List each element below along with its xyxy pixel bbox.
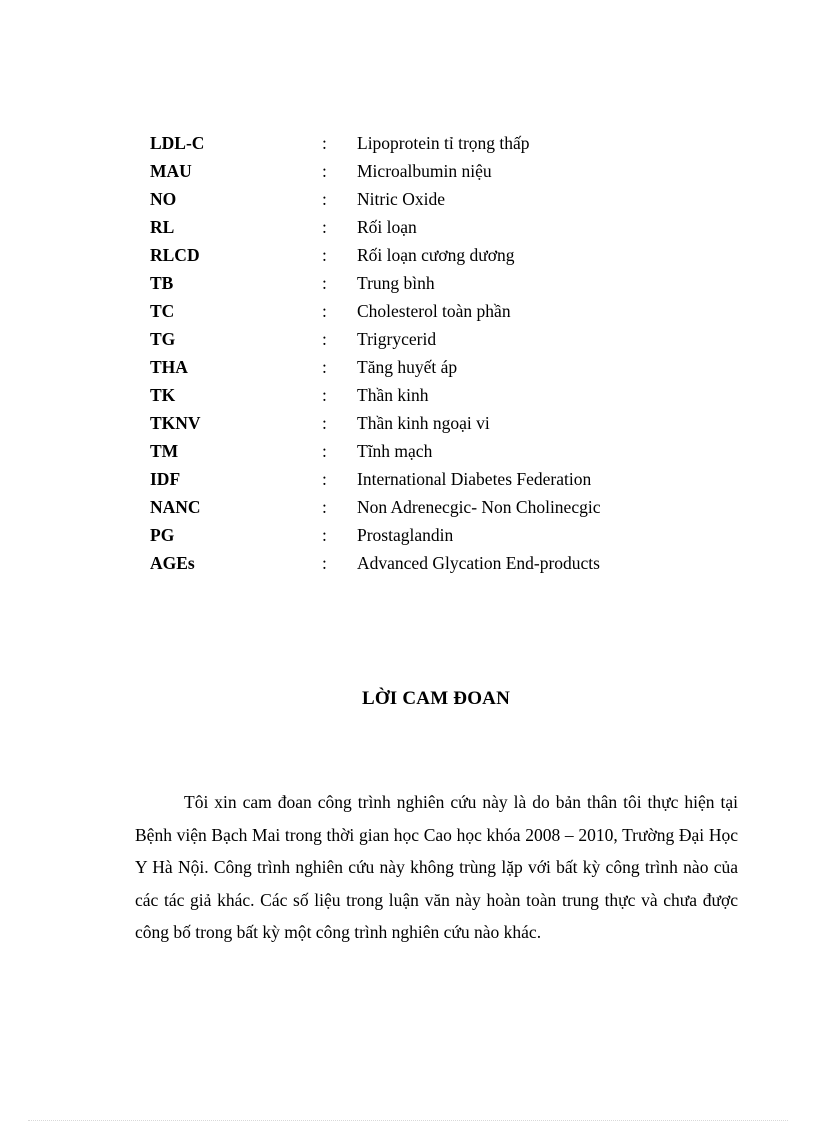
abbreviation-row: [150, 465, 600, 493]
abbreviation-colon: :: [322, 496, 327, 517]
abbreviation-colon: :: [322, 161, 327, 182]
abbreviation-row: [150, 437, 600, 465]
abbreviation-row: [150, 158, 600, 186]
abbreviation-row: [150, 354, 600, 382]
abbreviation-row: [150, 298, 600, 326]
abbreviation-term: NANC: [150, 496, 201, 517]
abbreviation-term: THA: [150, 356, 188, 377]
abbreviation-meaning: Rối loạn cương dương: [357, 245, 515, 266]
abbreviation-meaning: Cholesterol toàn phần: [357, 301, 511, 322]
abbreviation-term: PG: [150, 524, 175, 545]
declaration-body: Tôi xin cam đoan công trình nghiên cứu này là do bản thân tôi thực hiện tại Bệnh viện Bạch Mai trong thời gian học Cao học khóa 2008 – 2010, Trường Đại Học Y Hà Nội. Công trình nghiên cứu này không trùng lặp với bất kỳ công trình nào của các tác giả khác. Các số liệu trong luận văn này hoàn toàn trung thực và chưa được công bố trong bất kỳ một công trình nghiên cứu nào khác.: [135, 792, 738, 943]
abbreviation-row: [150, 521, 600, 549]
abbreviation-term: TG: [150, 329, 176, 350]
abbreviation-term: RL: [150, 217, 175, 238]
abbreviation-row: [150, 549, 600, 577]
abbreviation-meaning: International Diabetes Federation: [357, 468, 592, 489]
abbreviation-term: AGEs: [150, 552, 195, 573]
abbreviation-term: TM: [150, 440, 179, 461]
abbreviation-row: [150, 381, 600, 409]
abbreviation-colon: :: [322, 524, 327, 545]
abbreviation-meaning: Tăng huyết áp: [357, 356, 458, 377]
abbreviation-term: TK: [150, 384, 176, 405]
abbreviation-meaning: Trung bình: [357, 273, 435, 294]
abbreviation-row: [150, 493, 600, 521]
abbreviation-row: [150, 130, 600, 158]
abbreviation-term: TC: [150, 301, 175, 322]
abbreviation-colon: :: [322, 552, 327, 573]
abbreviation-colon: :: [322, 189, 327, 210]
abbreviation-row: [150, 326, 600, 354]
abbreviation-table: [150, 130, 600, 577]
abbreviation-colon: :: [322, 329, 327, 350]
abbreviation-meaning: Thần kinh ngoại vi: [357, 412, 490, 433]
abbreviation-meaning: Trigrycerid: [357, 329, 437, 350]
abbreviation-row: [150, 242, 600, 270]
abbreviation-meaning: Lipoprotein tỉ trọng thấp: [357, 133, 530, 154]
abbreviation-colon: :: [322, 384, 327, 405]
abbreviation-meaning: Prostaglandin: [357, 524, 454, 545]
abbreviation-row: [150, 214, 600, 242]
abbreviation-table-body: [150, 130, 600, 577]
abbreviation-meaning: Tĩnh mạch: [357, 440, 433, 461]
abbreviation-term: TKNV: [150, 412, 201, 433]
abbreviation-row: [150, 270, 600, 298]
page-bottom-border: [28, 1120, 788, 1121]
declaration-title: LỜI CAM ĐOAN: [361, 688, 511, 709]
abbreviation-colon: :: [322, 440, 327, 461]
abbreviation-meaning: Microalbumin niệu: [357, 161, 492, 182]
abbreviation-colon: :: [322, 273, 327, 294]
abbreviation-colon: :: [322, 468, 327, 489]
abbreviation-term: MAU: [150, 161, 192, 182]
abbreviation-term: NO: [150, 189, 177, 210]
abbreviation-colon: :: [322, 217, 327, 238]
abbreviation-term: LDL-C: [150, 133, 205, 154]
abbreviation-colon: :: [322, 301, 327, 322]
abbreviation-colon: :: [322, 412, 327, 433]
abbreviation-colon: :: [322, 133, 327, 154]
abbreviation-row: [150, 186, 600, 214]
abbreviation-row: [150, 409, 600, 437]
abbreviation-meaning: Advanced Glycation End-products: [357, 552, 600, 573]
abbreviation-meaning: Non Adrenecgic- Non Cholinecgic: [357, 496, 601, 517]
abbreviation-term: RLCD: [150, 245, 200, 266]
abbreviation-meaning: Rối loạn: [357, 217, 417, 238]
abbreviation-meaning: Thần kinh: [357, 384, 429, 405]
abbreviation-colon: :: [322, 356, 327, 377]
abbreviation-term: TB: [150, 273, 174, 294]
abbreviation-colon: :: [322, 245, 327, 266]
abbreviation-meaning: Nitric Oxide: [357, 189, 445, 210]
abbreviation-term: IDF: [150, 468, 181, 489]
